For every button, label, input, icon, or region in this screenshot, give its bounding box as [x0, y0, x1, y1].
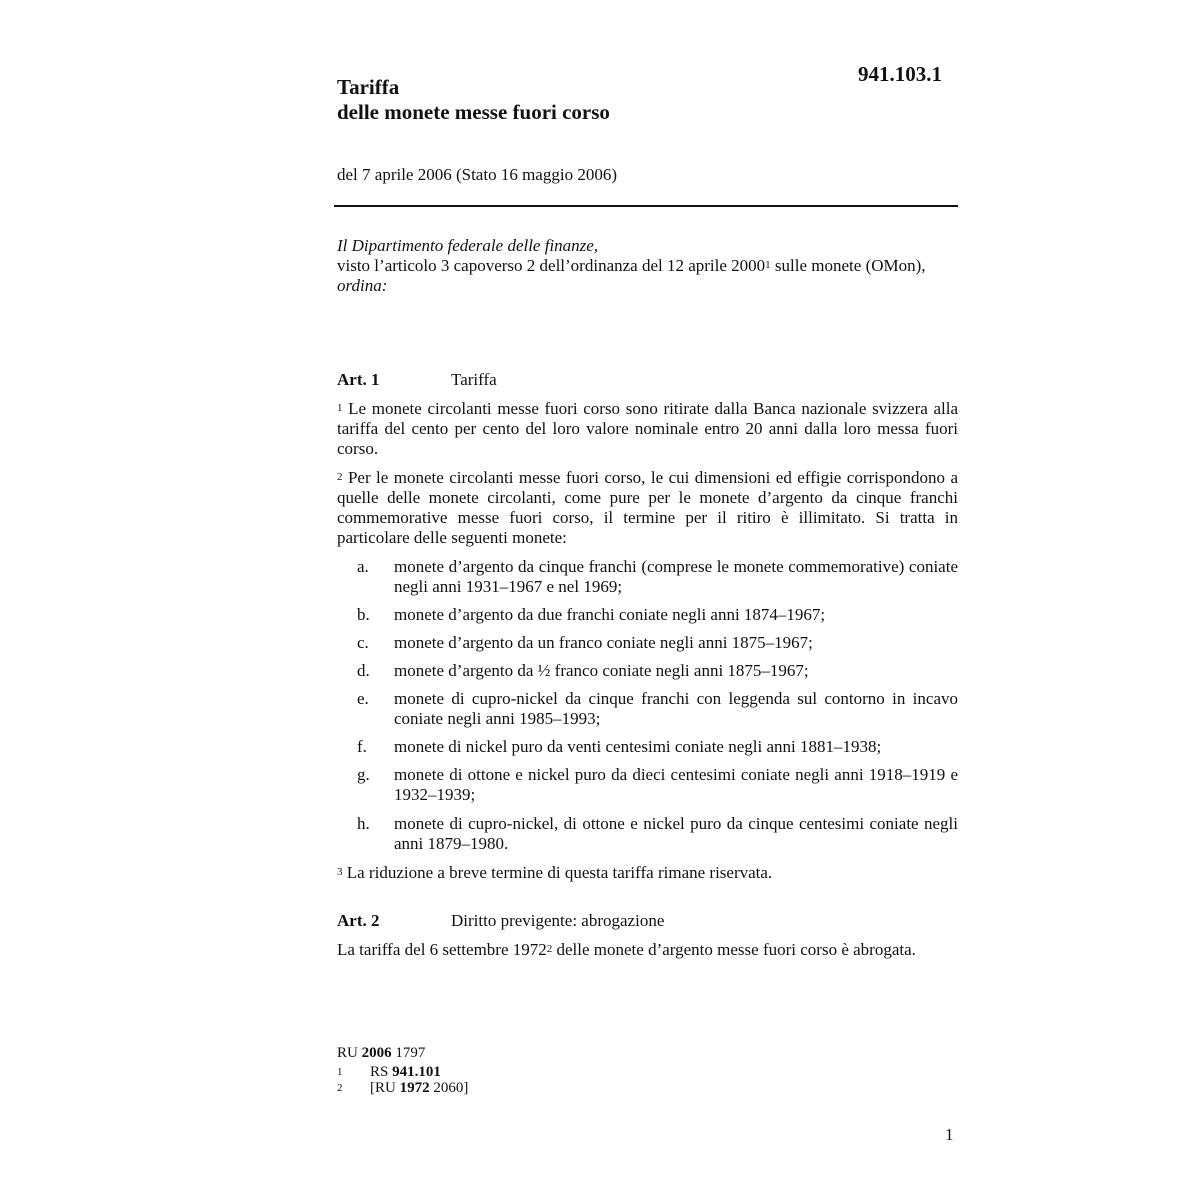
- list-text: monete d’argento da ½ franco coniate negli anni 1875–1967;: [394, 661, 809, 680]
- footnote-ref-2[interactable]: 2: [546, 943, 553, 955]
- art1-label: Art. 1: [337, 370, 380, 389]
- list-text: monete d’argento da un franco coniate negli anni 1875–1967;: [394, 633, 813, 652]
- list-text: monete di cupro-nickel da cinque franchi con leggenda sul contorno in incavo coniate negli anni 1985–1993;: [394, 689, 958, 728]
- visto-text-1: visto l’articolo 3 capoverso 2 dell’ordinanza del 12 aprile 2000: [337, 256, 766, 275]
- page-number: 1: [945, 1125, 954, 1144]
- paragraph-number: 1: [337, 402, 343, 414]
- footnote-number: 2: [337, 1082, 343, 1094]
- list-text: monete d’argento da due franchi coniate negli anni 1874–1967;: [394, 605, 826, 624]
- list-letter: b.: [357, 605, 370, 624]
- art1-p2-text: Per le monete circolanti messe fuori corso, le cui dimensioni ed effigie corrispondono a quelle delle monete circolanti, come pure per le monete d’argento da cinque franchi commemorative messe fuori corso, il termine per il ritiro è illimitato. Si tratta in particolare delle seguenti monete:: [337, 468, 958, 547]
- list-text: monete di ottone e nickel puro da dieci centesimi coniate negli anni 1918–1919 e 1932–1939;: [394, 765, 958, 804]
- fn2-year: 1972: [399, 1080, 430, 1096]
- preamble-ordina: ordina:: [337, 276, 388, 295]
- fn1-ref[interactable]: 941.101: [392, 1064, 441, 1080]
- preamble: [337, 236, 958, 296]
- list-text: monete di cupro-nickel, di ottone e nickel puro da cinque centesimi coniate negli anni 1879–1980.: [394, 814, 958, 853]
- title-line-2: delle monete messe fuori corso: [337, 100, 610, 124]
- art1-heading: [337, 370, 497, 390]
- art1-p1-text: Le monete circolanti messe fuori corso sono ritirate dalla Banca nazionale svizzera alla tariffa del cento per cento del loro valore nominale entro 20 anni dalla loro messa fuori corso.: [337, 399, 958, 458]
- fn2-suffix: 2060]: [429, 1080, 469, 1096]
- list-letter: c.: [357, 633, 369, 652]
- art2-paragraph: [337, 940, 958, 960]
- header-divider: [334, 205, 958, 207]
- list-letter: h.: [357, 814, 370, 833]
- list-letter: f.: [357, 737, 367, 756]
- ru-year: 2006: [361, 1045, 392, 1061]
- list-letter: g.: [357, 765, 370, 784]
- art2-text-2: delle monete d’argento messe fuori corso è abrogata.: [552, 940, 916, 959]
- paragraph-number: 3: [337, 866, 343, 878]
- list-text: monete di nickel puro da venti centesimi coniate negli anni 1881–1938;: [394, 737, 882, 756]
- list-text: monete d’argento da cinque franchi (comprese le monete commemorative) coniate negli anni 1931–1967 e nel 1969;: [394, 557, 958, 596]
- ru-reference: [337, 1045, 425, 1061]
- sr-number: 941.103.1: [858, 62, 942, 86]
- list-letter: e.: [357, 689, 369, 708]
- footnote-1: [337, 1064, 441, 1080]
- document-title: [337, 75, 610, 125]
- art1-p3-text: La riduzione a breve termine di questa tariffa rimane riservata.: [342, 863, 773, 882]
- art1-title: Tariffa: [451, 370, 497, 389]
- fn1-prefix: RS: [370, 1064, 393, 1080]
- visto-text-2: sulle monete (OMon),: [770, 256, 926, 275]
- preamble-visto: [337, 256, 958, 276]
- art2-heading: [337, 911, 664, 931]
- preamble-authority: Il Dipartimento federale delle finanze,: [337, 236, 599, 255]
- document-date: del 7 aprile 2006 (Stato 16 maggio 2006): [337, 165, 617, 184]
- paragraph-number: 2: [337, 471, 343, 483]
- ru-prefix: RU: [337, 1045, 362, 1061]
- ru-page: 1797: [391, 1045, 426, 1061]
- list-letter: d.: [357, 661, 370, 680]
- art1-paragraph-1: [337, 399, 958, 459]
- footnote-number: 1: [337, 1066, 343, 1078]
- footnote-ref-1[interactable]: 1: [765, 259, 771, 271]
- footnote-2: [337, 1080, 468, 1096]
- list-letter: a.: [357, 557, 369, 576]
- art1-paragraph-3: [337, 863, 958, 883]
- art2-label: Art. 2: [337, 911, 380, 930]
- art2-text-1: La tariffa del 6 settembre 1972: [337, 940, 547, 959]
- title-line-1: Tariffa: [337, 75, 400, 99]
- art1-paragraph-2: [337, 468, 958, 548]
- fn2-prefix: [RU: [370, 1080, 400, 1096]
- art2-title: Diritto previgente: abrogazione: [451, 911, 665, 930]
